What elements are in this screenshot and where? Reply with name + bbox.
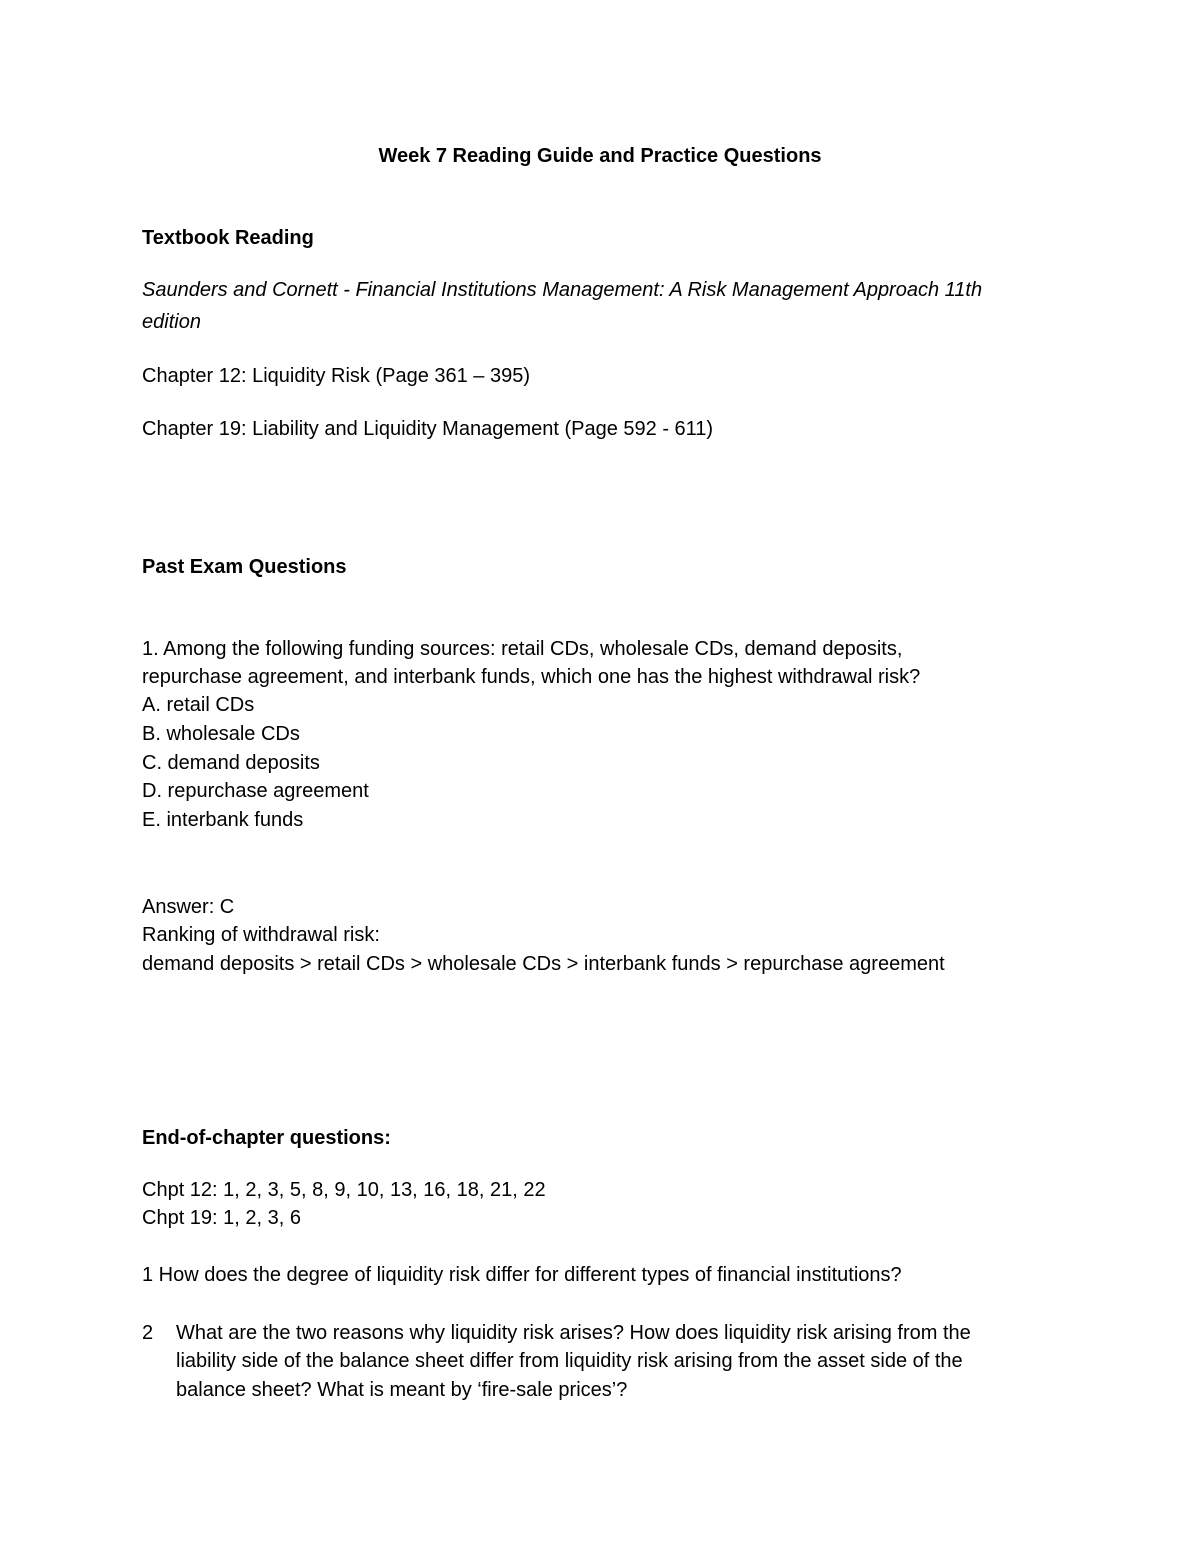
option-d: D. repurchase agreement — [142, 780, 369, 802]
exam-question-line1: 1. Among the following funding sources: retail CDs, wholesale CDs, demand deposits, — [142, 638, 903, 660]
ranking-label: Ranking of withdrawal risk: — [142, 924, 380, 946]
ranking-text: demand deposits > retail CDs > wholesale CDs > interbank funds > repurchase agreement — [142, 953, 945, 975]
textbook-citation-line1: Saunders and Cornett - Financial Institutions Management: A Risk Management Approach 11th — [142, 279, 983, 301]
option-c: C. demand deposits — [142, 752, 320, 774]
chapter-question-2-line3: balance sheet? What is meant by ‘fire-sale prices’? — [176, 1379, 628, 1401]
option-e: E. interbank funds — [142, 809, 304, 831]
exam-question-line2: repurchase agreement, and interbank funds, which one has the highest withdrawal risk? — [142, 666, 921, 688]
chapter-question-2-number: 2 — [142, 1322, 154, 1344]
answer-text: Answer: C — [142, 896, 235, 918]
past-exam-heading: Past Exam Questions — [142, 556, 347, 578]
chapter-question-1: 1 How does the degree of liquidity risk differ for different types of financial institutions? — [142, 1264, 902, 1286]
chapter-19-reading: Chapter 19: Liability and Liquidity Management (Page 592 - 611) — [142, 418, 714, 440]
chapter-12-reading: Chapter 12: Liquidity Risk (Page 361 – 395) — [142, 365, 531, 387]
chpt19-question-list: Chpt 19: 1, 2, 3, 6 — [142, 1207, 301, 1229]
end-of-chapter-heading: End-of-chapter questions: — [142, 1127, 391, 1149]
textbook-heading: Textbook Reading — [142, 227, 314, 249]
chapter-question-2-line2: liability side of the balance sheet differ from liquidity risk arising from the asset side of the — [176, 1350, 963, 1372]
option-b: B. wholesale CDs — [142, 723, 300, 745]
chpt12-question-list: Chpt 12: 1, 2, 3, 5, 8, 9, 10, 13, 16, 18, 21, 22 — [142, 1179, 546, 1201]
option-a: A. retail CDs — [142, 694, 255, 716]
page-title: Week 7 Reading Guide and Practice Questions — [378, 145, 822, 167]
chapter-question-2-line1: What are the two reasons why liquidity risk arises? How does liquidity risk arising from the — [176, 1322, 971, 1344]
textbook-citation-line2: edition — [142, 311, 201, 333]
